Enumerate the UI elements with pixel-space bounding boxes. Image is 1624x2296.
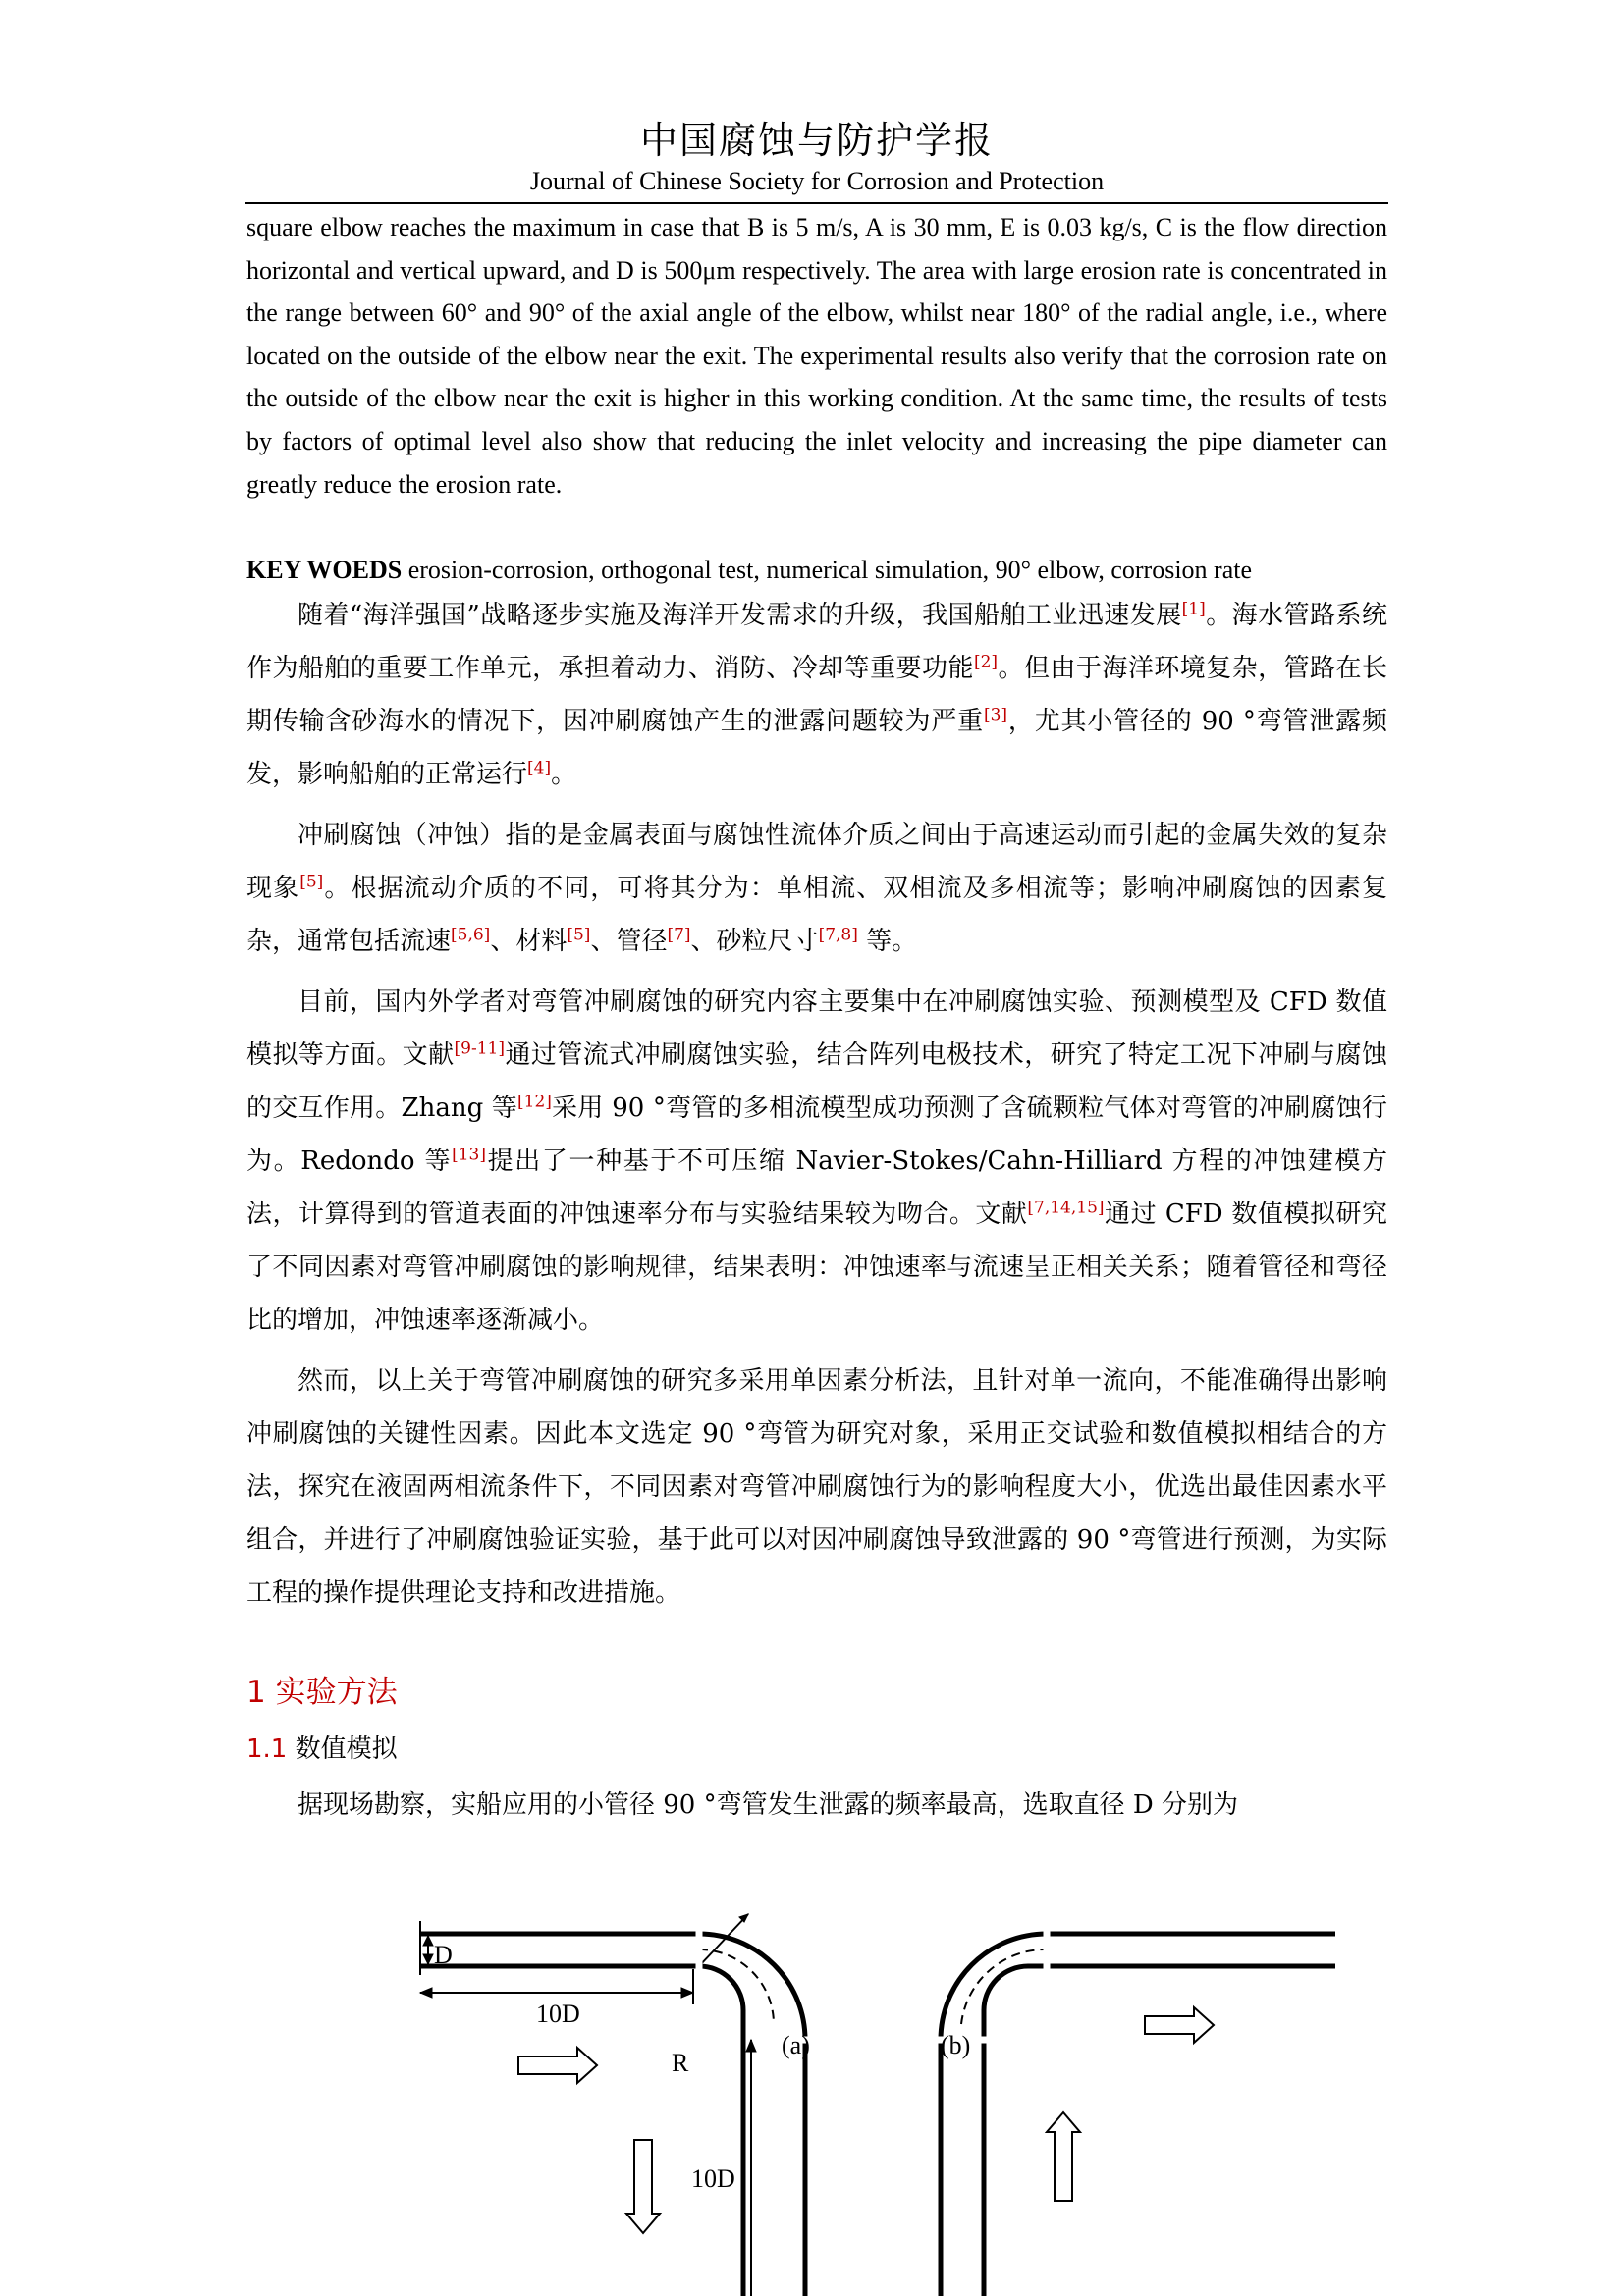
elbow-a	[420, 1914, 805, 2296]
citation[interactable]: [5,6]	[451, 925, 491, 945]
citation[interactable]: [4]	[527, 758, 552, 778]
citation[interactable]: [9-11]	[454, 1039, 505, 1059]
paragraph-4: 然而，以上关于弯管冲刷腐蚀的研究多采用单因素分析法，且针对单一流向，不能准确得出影响冲刷腐蚀的关键性因素。因此本文选定 90 °弯管为研究对象，采用正交试验和数值模拟相结合的方法，探究在液固两相流条件下，不同因素对弯管冲刷腐蚀行为的影响程度大小，优选出最佳因素水平组合，并进行了冲刷腐蚀验证实验，基于此可以对因冲刷腐蚀导致泄露的 90 °弯管进行预测，为实际工程的操作提供理论支持和改进措施。	[246, 1366, 1387, 1608]
text-run: 随着“海洋强国”战略逐步实施及海洋开发需求的升级，我国船舶工业迅速发展	[298, 601, 1182, 630]
text-run: 、砂粒尺寸	[690, 927, 819, 956]
label-10d-top: 10D	[536, 2000, 580, 2028]
citation[interactable]: [7]	[667, 925, 691, 945]
label-r: R	[672, 2049, 689, 2077]
elbow-outer-wall-b	[941, 1934, 1335, 2296]
keywords-text: erosion-corrosion, orthogonal test, numerical simulation, 90° elbow, corrosion rate	[402, 556, 1253, 584]
label-a: (a)	[782, 2031, 810, 2059]
citation[interactable]: [7,14,15]	[1027, 1198, 1105, 1218]
text-run: 。海水管路系统作为船舶的重要工作单元，承担着动力、消防、冷却等重要功能	[246, 601, 1387, 683]
text-run: 。但由于海洋环境复杂，管路在长期传输含砂海水的情况下，因冲刷腐蚀产生的泄露问题较为严重	[246, 654, 1387, 736]
text-run: 。根据流动介质的不同，可将其分为：单相流、双相流及多相流等；影响冲刷腐蚀的因素复杂，通常包括流速	[246, 874, 1387, 956]
journal-title-en: Journal of Chinese Society for Corrosion and Protection	[529, 167, 1105, 195]
dim-10d-arrow-left	[420, 1988, 432, 1998]
text-run: 。	[551, 760, 577, 789]
text-run: 通过管流式冲刷腐蚀实验，结合阵列电极技术，研究了特定工况下冲刷与腐蚀的交互作用。Zhang 等	[246, 1041, 1387, 1123]
citation[interactable]: [12]	[517, 1092, 552, 1112]
subsection-title: 数值模拟	[287, 1735, 398, 1764]
citation[interactable]: [5]	[299, 872, 324, 892]
citation[interactable]: [7,8]	[818, 925, 858, 945]
text-run: 目前，国内外学者对弯管冲刷腐蚀的研究内容主要集中在冲刷腐蚀实验、预测模型及 CFD 数值模拟等方面。文献	[246, 988, 1387, 1070]
text-run: 采用 90 °弯管的多相流模型成功预测了含硫颗粒气体对弯管的冲刷腐蚀行为。Redondo 等	[246, 1094, 1387, 1176]
label-b: (b)	[941, 2031, 971, 2059]
elbow-b	[941, 1934, 1335, 2296]
section-heading: 1 实验方法	[246, 1675, 398, 1710]
citation[interactable]: [1]	[1181, 599, 1206, 619]
citation[interactable]: [5]	[567, 925, 591, 945]
citation[interactable]: [13]	[452, 1145, 486, 1165]
paragraph-5: 据现场勘察，实船应用的小管径 90 °弯管发生泄露的频率最高，选取直径 D 分别为	[298, 1790, 1238, 1820]
text-run: ，尤其小管径的 90 °弯管泄露频发，影响船舶的正常运行	[246, 707, 1387, 789]
dim-d-arrow-up	[423, 1936, 433, 1946]
journal-title-cn: 中国腐蚀与防护学报	[639, 119, 994, 162]
text-run: 等。	[857, 927, 918, 956]
text-run: 冲刷腐蚀（冲蚀）指的是金属表面与腐蚀性流体介质之间由于高速运动而引起的金属失效的复杂现象	[246, 821, 1387, 903]
english-abstract: square elbow reaches the maximum in case that B is 5 m/s, A is 30 mm, E is 0.03 kg/s, C is the flow direction horizontal and vertical upward, and D is 500μm respectively. The area with large erosion rate is concentrated in the range between 60° and 90° of the axial angle of the elbow, whilst near 180° of the radial angle, i.e., where located on the outside of the elbow near the exit. The experimental results also verify that the corrosion rate on the outside of the elbow near the exit is higher in this working condition. At the same time, the results of tests by factors of optimal level also show that reducing the inlet velocity and increasing the pipe diameter can greatly reduce the erosion rate.	[246, 213, 1387, 499]
flow-arrow-right-b	[1145, 2007, 1214, 2043]
citation[interactable]: [2]	[973, 652, 999, 672]
elbow-inner-wall-a	[699, 1966, 743, 2296]
dim-10d-arrow-right	[681, 1988, 693, 1998]
flow-arrow-right-a	[518, 2048, 597, 2083]
flow-arrow-up-b	[1047, 2112, 1080, 2201]
flow-arrow-down-a	[626, 2140, 660, 2233]
label-10d-side: 10D	[691, 2164, 735, 2193]
dim-10d-side-arrow	[746, 2040, 756, 2052]
text-run: 、管径	[590, 927, 668, 956]
dim-d-arrow-down	[423, 1954, 433, 1964]
citation[interactable]: [3]	[983, 705, 1008, 725]
label-d: D	[434, 1941, 453, 1969]
keywords-label: KEY WOEDS	[246, 556, 403, 584]
text-run: 提出了一种基于不可压缩 Navier-Stokes/Cahn-Hilliard 方程的冲蚀建模方法，计算得到的管道表面的冲蚀速率分布与实验结果较为吻合。文献	[246, 1147, 1387, 1229]
subsection-number: 1.1	[246, 1735, 288, 1764]
text-run: 通过 CFD 数值模拟研究了不同因素对弯管冲刷腐蚀的影响规律，结果表明：冲蚀速率与流速呈正相关关系；随着管径和弯径比的增加，冲蚀速率逐渐减小。	[246, 1200, 1387, 1335]
text-run: 、材料	[490, 927, 568, 956]
